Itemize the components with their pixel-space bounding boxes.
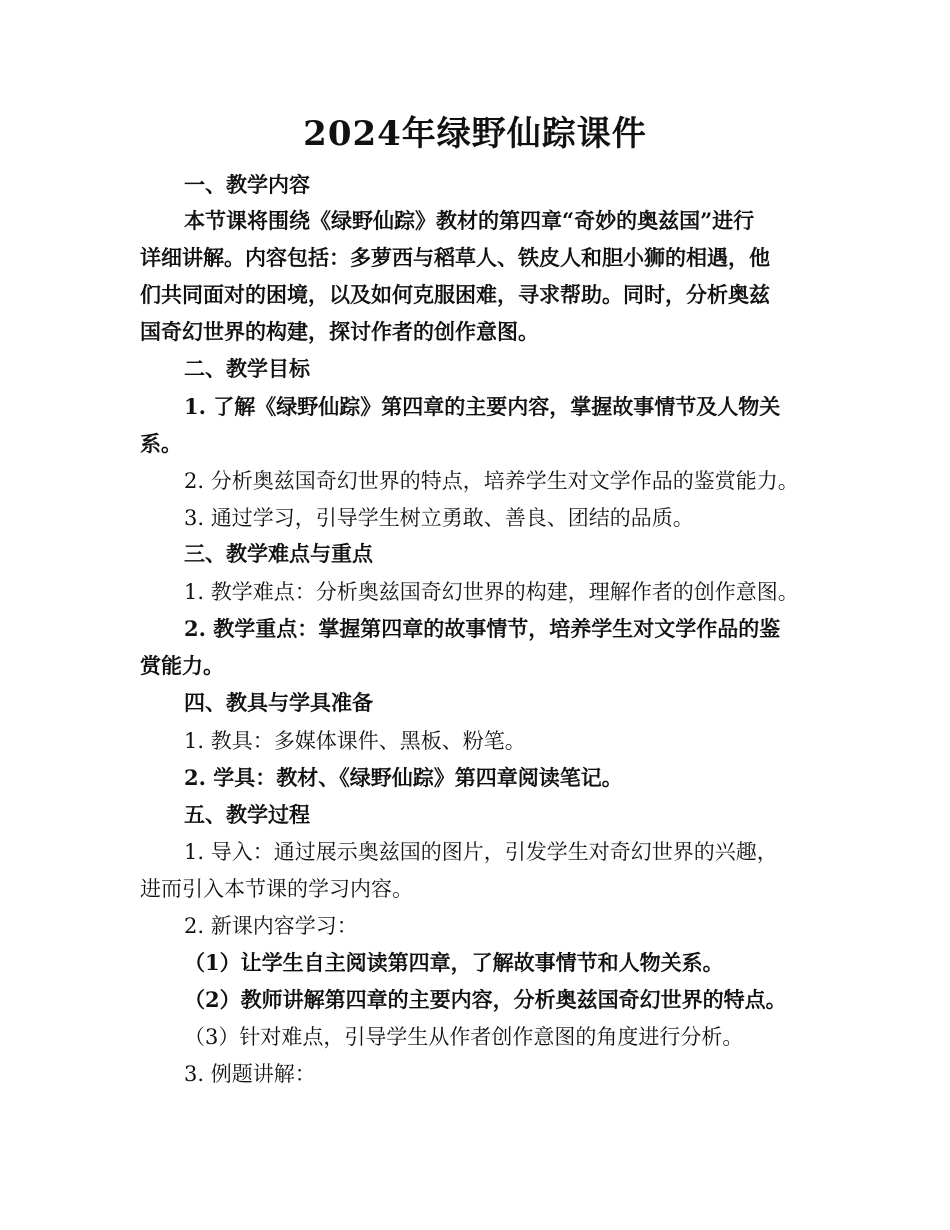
section-heading-5: 五、教学过程 (184, 802, 310, 827)
sub-list-item: （2）教师讲解第四章的主要内容，分析奥兹国奇幻世界的特点。 (184, 987, 787, 1012)
section-heading-1: 一、教学内容 (184, 172, 310, 197)
paragraph-line: 们共同面对的困境，以及如何克服困难，寻求帮助。同时，分析奥兹 (140, 282, 770, 307)
list-item: 1. 了解《绿野仙踪》第四章的主要内容，掌握故事情节及人物关 (184, 394, 781, 419)
list-item: 1. 导入：通过展示奥兹国的图片，引发学生对奇幻世界的兴趣， (184, 840, 778, 864)
list-item: 3. 例题讲解： (184, 1062, 316, 1086)
list-item: 1. 教学难点：分析奥兹国奇幻世界的构建，理解作者的创作意图。 (184, 580, 799, 604)
list-item-continuation: 赏能力。 (140, 653, 224, 678)
list-item: 2. 教学重点：掌握第四章的故事情节，培养学生对文学作品的鉴 (184, 616, 781, 641)
list-item: 2. 新课内容学习： (184, 914, 358, 938)
list-item-continuation: 进而引入本节课的学习内容。 (140, 877, 413, 901)
sub-list-item: （1）让学生自主阅读第四章，了解故事情节和人物关系。 (184, 950, 724, 975)
paragraph-line: 详细讲解。内容包括：多萝西与稻草人、铁皮人和胆小狮的相遇，他 (140, 245, 770, 270)
list-item: 1. 教具：多媒体课件、黑板、粉笔。 (184, 729, 526, 753)
list-item: 2. 分析奥兹国奇幻世界的特点，培养学生对文学作品的鉴赏能力。 (184, 469, 799, 493)
paragraph-line: 国奇幻世界的构建，探讨作者的创作意图。 (140, 319, 539, 344)
list-item-continuation: 系。 (140, 431, 182, 456)
page-title: 2024年绿野仙踪课件 (303, 114, 647, 154)
list-item: 3. 通过学习，引导学生树立勇敢、善良、团结的品质。 (184, 506, 694, 530)
section-heading-4: 四、教具与学具准备 (184, 690, 373, 715)
section-heading-3: 三、教学难点与重点 (184, 541, 373, 566)
sub-list-item: （3）针对难点，引导学生从作者创作意图的角度进行分析。 (184, 1025, 744, 1049)
paragraph-line: 本节课将围绕《绿野仙踪》教材的第四章“奇妙的奥兹国”进行 (184, 208, 755, 233)
list-item: 2. 学具：教材、《绿野仙踪》第四章阅读笔记。 (184, 765, 623, 790)
section-heading-2: 二、教学目标 (184, 356, 310, 381)
